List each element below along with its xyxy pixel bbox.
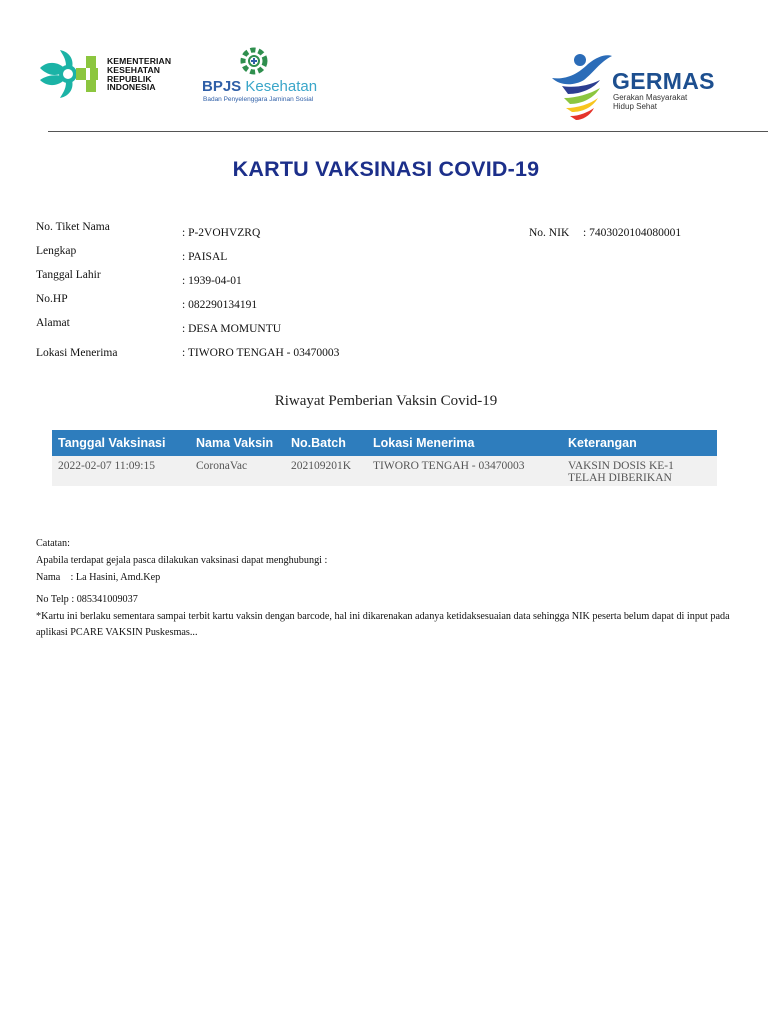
remark-line: VAKSIN DOSIS KE-1 [568, 460, 674, 472]
column-header: Keterangan [562, 430, 717, 456]
dob-value: : 1939-04-01 [182, 275, 242, 287]
notes-heading: Catatan: [36, 538, 70, 549]
germas-logo [548, 50, 614, 122]
bpjs-wordmark [202, 78, 317, 95]
name-value: : PAISAL [182, 251, 228, 263]
bpjs-name-part1: BPJS [202, 78, 242, 95]
kemenkes-line: KESEHATAN [107, 64, 161, 75]
kemenkes-wordmark [107, 57, 197, 92]
ticket-label: No. Tiket Nama [36, 221, 110, 233]
remark-line: TELAH DIBERIKAN [568, 472, 672, 484]
kemenkes-line: REPUBLIK [107, 73, 152, 84]
location-cell: TIWORO TENGAH - 03470003 [367, 456, 562, 486]
bpjs-name-part2: Kesehatan [245, 78, 318, 95]
kemenkes-logo [38, 48, 100, 100]
table-row [52, 456, 717, 486]
column-header: Lokasi Menerima [367, 430, 562, 456]
header-divider [48, 131, 768, 132]
remark-cell [562, 456, 717, 486]
phone-label: No.HP [36, 293, 68, 305]
name-label: Lengkap [36, 245, 77, 257]
dob-label: Tanggal Lahir [36, 269, 101, 281]
table-header-row [52, 430, 717, 456]
column-header: Nama Vaksin [190, 430, 285, 456]
disclaimer: *Kartu ini berlaku sementara sampai terbit kartu vaksin dengan barcode, hal ini dikarenakan adanya ketidaksesuaian data sehingga NIK peserta belum dapat di input pada aplikasi PCARE VAKSIN Puskesmas... [36, 611, 730, 638]
contact-name: Nama : La Hasini, Amd.Kep [36, 572, 161, 583]
kemenkes-line: KEMENTERIAN [107, 56, 172, 66]
contact-phone: No Telp : 085341009037 [36, 594, 138, 605]
vaccination-date-cell: 2022-02-07 11:09:15 [52, 456, 190, 486]
vaccine-name-cell: CoronaVac [190, 456, 285, 486]
location-value: : TIWORO TENGAH - 03470003 [182, 347, 340, 359]
ticket-value: : P-2VOHVZRQ [182, 227, 261, 239]
column-header: No.Batch [285, 430, 367, 456]
batch-cell: 202109201K [285, 456, 367, 486]
germas-subtitle-line: Gerakan Masyarakat [613, 93, 688, 102]
notes-contact-instruction: Apabila terdapat gejala pasca dilakukan vaksinasi dapat menghubungi : [36, 555, 328, 566]
location-label: Lokasi Menerima [36, 347, 118, 359]
address-label: Alamat [36, 317, 70, 329]
column-header: Tanggal Vaksinasi [52, 430, 190, 456]
bpjs-subtitle: Badan Penyelenggara Jaminan Sosial [203, 96, 314, 103]
germas-title: GERMAS [612, 68, 715, 94]
nik-label: No. NIK [529, 227, 570, 239]
page-title: KARTU VAKSINASI COVID-19 [232, 157, 540, 181]
nik-value: : 7403020104080001 [583, 227, 682, 239]
germas-subtitle-line: Hidup Sehat [613, 102, 658, 111]
phone-value: : 082290134191 [182, 299, 258, 311]
vaccination-history-table [52, 430, 717, 486]
kemenkes-line: INDONESIA [107, 82, 156, 93]
germas-subtitle [613, 93, 733, 111]
address-value: : DESA MOMUNTU [182, 323, 282, 335]
bpjs-logo [238, 46, 270, 76]
history-title: Riwayat Pemberian Vaksin Covid-19 [274, 393, 498, 409]
